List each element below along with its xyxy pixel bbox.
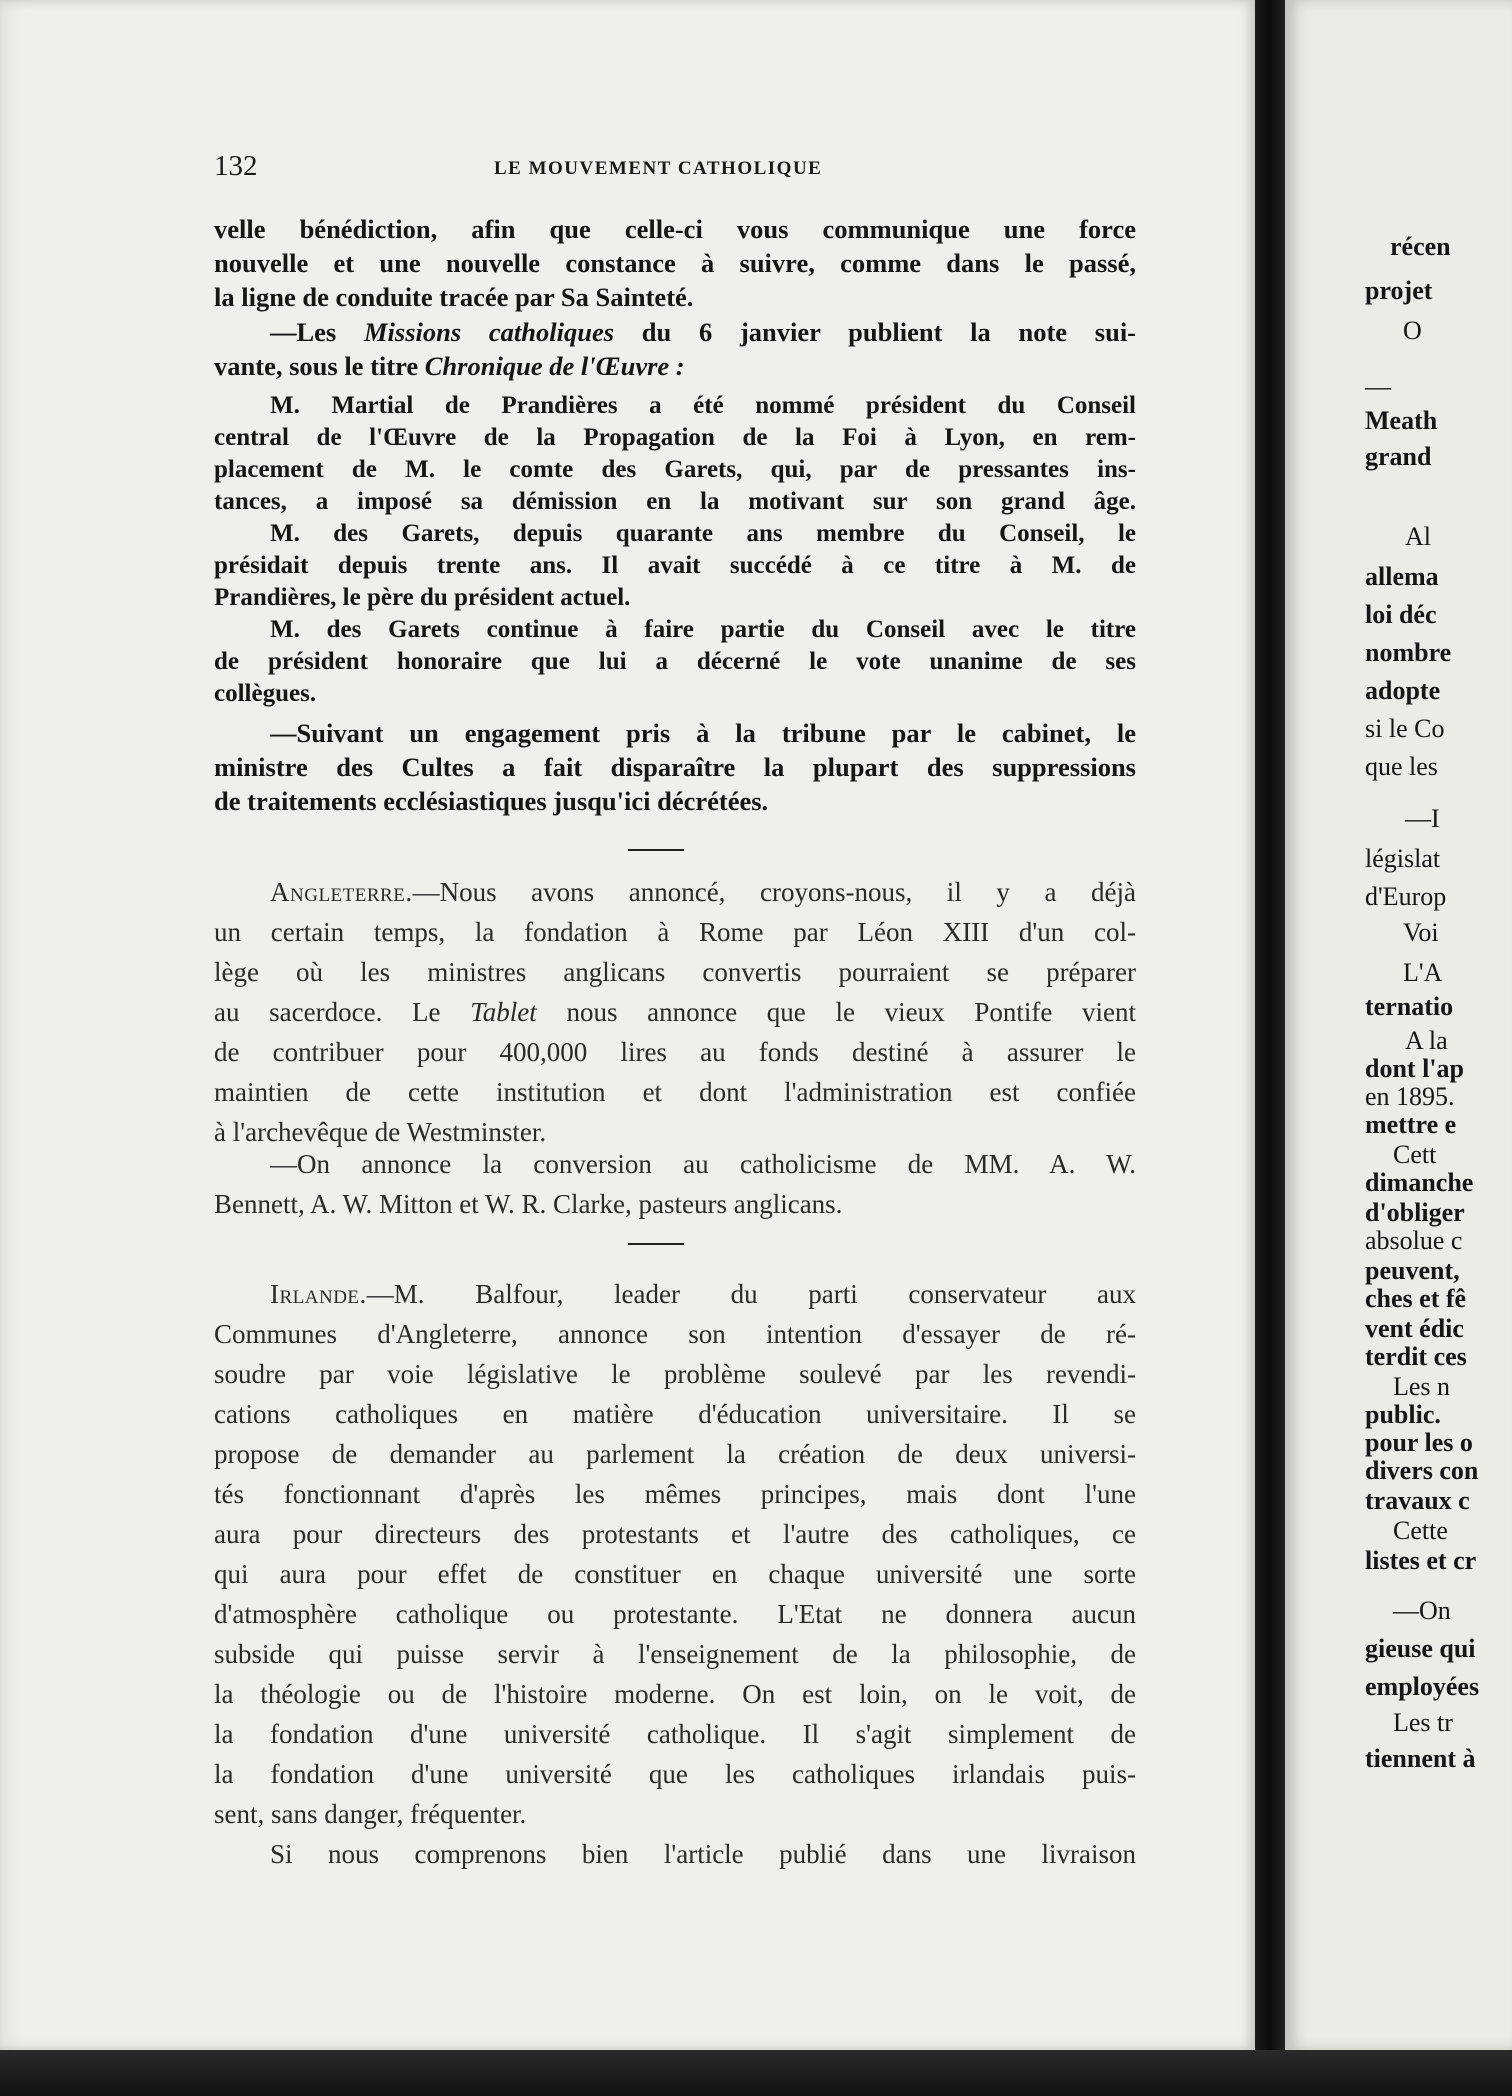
text-line: subside qui puisse servir à l'enseignement de la philosophie, de xyxy=(214,1639,1136,1669)
right-page-line: —I xyxy=(1405,804,1440,833)
text-line: la fondation d'une université que les catholiques irlandais puis- xyxy=(214,1759,1136,1789)
right-page-line: peuvent, xyxy=(1365,1256,1460,1285)
running-title: LE MOUVEMENT CATHOLIQUE xyxy=(494,158,823,179)
text-line: aura pour directeurs des protestants et l'autre des catholiques, ce xyxy=(214,1519,1136,1549)
text-line: vante, sous le titre Chronique de l'Œuvre : xyxy=(214,351,685,381)
text-line: de contribuer pour 400,000 lires au fonds destiné à assurer le xyxy=(214,1037,1136,1067)
text-line: à l'archevêque de Westminster. xyxy=(214,1117,547,1147)
right-page-fragment xyxy=(1285,0,1512,2050)
right-page-line: si le Co xyxy=(1365,714,1445,743)
text-line: la ligne de conduite tracée par Sa Sainteté. xyxy=(214,282,694,312)
quote-paragraph-2 xyxy=(214,518,1136,614)
text-line: qui aura pour effet de constituer en chaque université une sorte xyxy=(214,1559,1136,1589)
page-number: 132 xyxy=(214,150,258,182)
text-line: au sacerdoce. Le Tablet nous annonce que le vieux Pontife vient xyxy=(214,997,1136,1027)
text-line: Irlande.—M. Balfour, leader du parti conservateur aux xyxy=(270,1279,1136,1309)
text-line: maintien de cette institution et dont l'administration est confiée xyxy=(214,1077,1136,1107)
right-page-line: loi déc xyxy=(1365,600,1437,629)
right-page-line: O xyxy=(1403,316,1422,345)
text-line: placement de M. le comte des Garets, qui, par de pressantes ins- xyxy=(214,456,1136,483)
book-gutter xyxy=(1255,0,1285,2050)
section-divider xyxy=(628,849,684,851)
text-line: M. Martial de Prandières a été nommé président du Conseil xyxy=(270,392,1136,419)
right-page-line: adopte xyxy=(1365,676,1441,705)
right-page-line: pour les o xyxy=(1365,1428,1473,1457)
right-page-line: d'obliger xyxy=(1365,1198,1465,1227)
right-page-line: Les tr xyxy=(1393,1708,1453,1737)
right-page-line: Meath xyxy=(1365,406,1438,435)
text-line: la fondation d'une université catholique. Il s'agit simplement de xyxy=(214,1719,1136,1749)
right-page-line: absolue c xyxy=(1365,1226,1463,1255)
right-page-line: allema xyxy=(1365,562,1439,591)
text-line: présidait depuis trente ans. Il avait succédé à ce titre à M. de xyxy=(214,552,1136,579)
text-line: collègues. xyxy=(214,680,317,707)
right-page-line: dont l'ap xyxy=(1365,1054,1464,1083)
text-line: tances, a imposé sa démission en la motivant sur son grand âge. xyxy=(214,488,1136,515)
text-line: tés fonctionnant d'après les mêmes principes, mais dont l'une xyxy=(214,1479,1136,1509)
right-page-line: travaux c xyxy=(1365,1486,1470,1515)
text-line: M. des Garets continue à faire partie du Conseil avec le titre xyxy=(270,616,1136,643)
right-page-line: en 1895. xyxy=(1365,1082,1455,1111)
right-page-line: L'A xyxy=(1403,958,1443,987)
right-page-line: Cett xyxy=(1393,1140,1437,1169)
right-page-line: dimanche xyxy=(1365,1168,1474,1197)
right-page-line: — xyxy=(1365,372,1391,401)
right-page-line: Al xyxy=(1405,522,1431,551)
right-page-line: que les xyxy=(1365,752,1438,781)
text-line: Prandières, le père du président actuel. xyxy=(214,584,631,611)
right-page-line: public. xyxy=(1365,1400,1441,1429)
paragraph-conversion xyxy=(214,1144,1136,1224)
right-page-line: grand xyxy=(1365,442,1432,471)
right-page-line: mettre e xyxy=(1365,1110,1457,1139)
paragraph-1 xyxy=(214,212,1136,314)
quote-paragraph-1 xyxy=(214,390,1136,518)
right-page-line: nombre xyxy=(1365,638,1452,667)
paragraph-2 xyxy=(214,315,1136,383)
section-heading: Irlande. xyxy=(270,1279,367,1309)
text-line: un certain temps, la fondation à Rome par Léon XIII d'un col- xyxy=(214,917,1136,947)
right-page-line: ches et fê xyxy=(1365,1284,1467,1313)
text-line: —On annonce la conversion au catholicisme de MM. A. W. xyxy=(270,1149,1136,1179)
right-page-line: listes et cr xyxy=(1365,1546,1477,1575)
text-line: M. des Garets, depuis quarante ans membre du Conseil, le xyxy=(270,520,1136,547)
text-line: central de l'Œuvre de la Propagation de la Foi à Lyon, en rem- xyxy=(214,424,1136,451)
paragraph-3 xyxy=(214,716,1136,818)
text-line: cations catholiques en matière d'éducation universitaire. Il se xyxy=(214,1399,1136,1429)
text-line: sent, sans danger, fréquenter. xyxy=(214,1799,527,1829)
running-head xyxy=(214,150,1136,190)
right-page-line: employées xyxy=(1365,1672,1480,1701)
text-line: de président honoraire que lui a décerné le vote unanime de ses xyxy=(214,648,1136,675)
text-line: Bennett, A. W. Mitton et W. R. Clarke, pasteurs anglicans. xyxy=(214,1189,843,1219)
right-page-line: législat xyxy=(1365,844,1441,873)
bottom-edge xyxy=(0,2050,1512,2096)
right-page-line: Voi xyxy=(1403,918,1439,947)
right-page-line: gieuse qui xyxy=(1365,1634,1476,1663)
text-line: la théologie ou de l'histoire moderne. On est loin, on le voit, de xyxy=(214,1679,1136,1709)
right-page-line: A la xyxy=(1405,1026,1448,1055)
right-page-line: vent édic xyxy=(1365,1314,1464,1343)
text-line: soudre par voie législative le problème soulevé par les revendi- xyxy=(214,1359,1136,1389)
text-line: Si nous comprenons bien l'article publié dans une livraison xyxy=(270,1839,1136,1869)
text-line: —Suivant un engagement pris à la tribune par le cabinet, le xyxy=(270,718,1136,748)
right-page-line: Cette xyxy=(1393,1516,1448,1545)
text-line: propose de demander au parlement la création de deux universi- xyxy=(214,1439,1136,1469)
text-line: d'atmosphère catholique ou protestante. L'Etat ne donnera aucun xyxy=(214,1599,1136,1629)
right-page-line: ternatio xyxy=(1365,992,1454,1021)
text-line: lège où les ministres anglicans convertis pourraient se préparer xyxy=(214,957,1136,987)
text-line: de traitements ecclésiastiques jusqu'ici décrétées. xyxy=(214,786,769,816)
text-line: —Les Missions catholiques du 6 janvier publient la note sui- xyxy=(270,317,1137,347)
right-page-line: terdit ces xyxy=(1365,1342,1467,1371)
text-line: nouvelle et une nouvelle constance à suivre, comme dans le passé, xyxy=(214,248,1136,278)
text-line: Angleterre.—Nous avons annoncé, croyons-nous, il y a déjà xyxy=(270,877,1136,907)
right-page-line: divers con xyxy=(1365,1456,1479,1485)
right-page-line: d'Europ xyxy=(1365,882,1447,911)
section-irlande xyxy=(214,1274,1136,1874)
text-line: velle bénédiction, afin que celle-ci vous communique une force xyxy=(214,214,1136,244)
quote-paragraph-3 xyxy=(214,614,1136,710)
right-page-line: tiennent à xyxy=(1365,1744,1476,1773)
text-line: ministre des Cultes a fait disparaître la plupart des suppressions xyxy=(214,752,1136,782)
right-page-line: —On xyxy=(1393,1596,1451,1625)
section-divider xyxy=(628,1243,684,1245)
section-angleterre xyxy=(214,872,1136,1152)
right-page-line: récen xyxy=(1390,232,1451,261)
right-page-line: projet xyxy=(1365,276,1433,305)
text-line: Communes d'Angleterre, annonce son intention d'essayer de ré- xyxy=(214,1319,1136,1349)
section-heading: Angleterre. xyxy=(270,877,413,907)
right-page-line: Les n xyxy=(1393,1372,1451,1401)
